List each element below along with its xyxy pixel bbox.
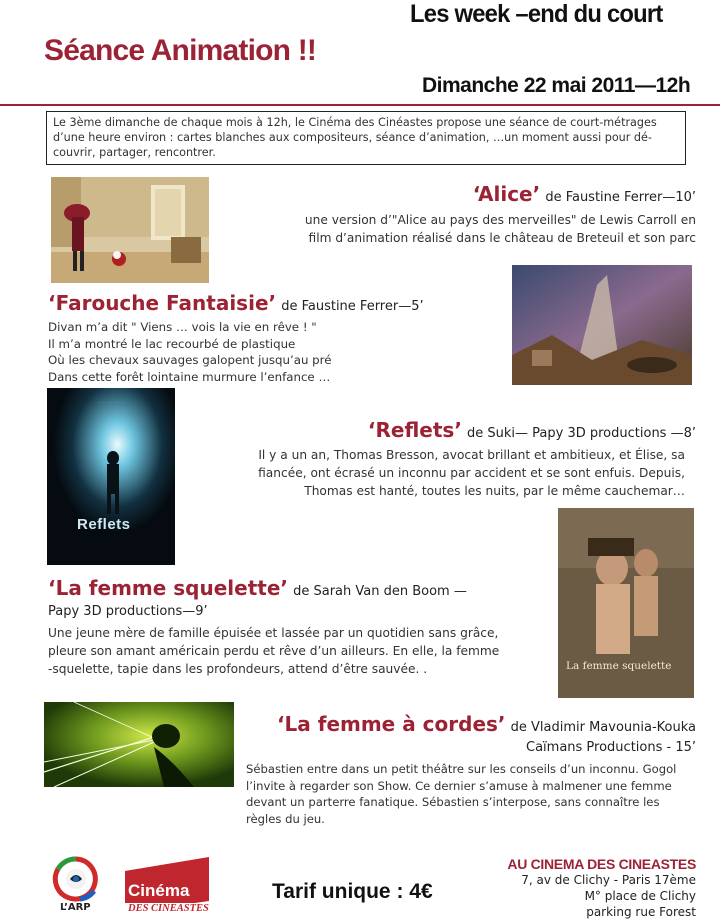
page-title: Séance Animation !! (44, 34, 317, 67)
venue-block (498, 856, 696, 920)
film-desc-reflets-2: fiancée, ont écrasé un inconnu par accident et se sont enfuis. Depuis, (258, 466, 685, 480)
film-desc-squelette-3: -squelette, tapie dans les profondeurs, attend d’être sauvée. . (48, 662, 428, 676)
cinema-logo (125, 857, 209, 919)
svg-text:· · · · · · · · · · ·: · · · · · · · · · · · (97, 400, 125, 405)
venue-parking: parking rue Forest (586, 905, 696, 919)
film-byline-reflets: de Suki— Papy 3D productions —8’ (467, 426, 696, 441)
intro-box: Le 3ème dimanche de chaque mois à 12h, le Cinéma des Cinéastes propose une séance de court-métrages d’une heure environ : cartes blanches aux compositeurs, séance d’animation, …un moment aussi pour dé-couvrir, partager, rencontrer. (46, 111, 686, 165)
reflets-poster-title: Reflets (77, 516, 131, 533)
film-desc-squelette-1: Une jeune mère de famille épuisée et lassée par un quotidien sans grâce, (48, 626, 499, 640)
event-date: Dimanche 22 mai 2011—12h (422, 74, 691, 97)
film-desc-cordes-2: l’invite à regarder son Show. Ce dernier s’amuse à malmener une femme (246, 778, 672, 793)
film-desc-alice-1: une version d’"Alice au pays des merveilles" de Lewis Carroll en (304, 213, 696, 227)
film-desc-reflets-1: Il y a un an, Thomas Bresson, avocat brillant et ambitieux, et Élise, sa (258, 448, 685, 462)
film-byline-cordes: de Vladimir Mavounia-Kouka (510, 720, 696, 735)
film-byline2-squelette: Papy 3D productions—9’ (48, 604, 208, 619)
cinema-logo-title: Cinéma (128, 881, 190, 900)
film-desc-reflets-3: Thomas est hanté, toutes les nuits, par le même cauchemar… (304, 484, 685, 498)
film-desc-cordes-1: Sébastien entre dans un petit théâtre sur les conseils d’un inconnu. Gogol (246, 762, 677, 776)
film-desc-farouche-1: Divan m’a dit " Viens … vois la vie en rêve ! " (48, 320, 317, 334)
film-title-cordes: ‘La femme à cordes’ (276, 712, 506, 736)
squelette-poster (558, 508, 694, 698)
film-byline-farouche: de Faustine Ferrer—5’ (281, 299, 424, 314)
event-title: Les week –end du court (410, 0, 663, 28)
cinema-logo-subtitle: DES CINEASTES (128, 903, 209, 914)
squelette-poster-title: La femme squelette (566, 660, 672, 672)
film-byline2-cordes: Caïmans Productions - 15’ (526, 740, 696, 755)
film-desc-farouche-3: Où les chevaux sauvages galopent jusqu’au pré (48, 353, 332, 367)
film-title-alice: ‘Alice’ (472, 182, 541, 206)
film-title-farouche: ‘Farouche Fantaisie’ (48, 291, 277, 315)
alice-image (51, 177, 209, 283)
arp-logo (50, 855, 102, 915)
arp-logo-text: L’ARP (60, 902, 91, 913)
film-desc-cordes-4: règles du jeu. (246, 811, 325, 826)
header-divider (0, 104, 720, 106)
film-desc-cordes-3: devant un parterre fanatique. Sébastien s’interpose, sans connaître les (246, 795, 660, 809)
film-byline-alice: de Faustine Ferrer—10’ (545, 190, 696, 205)
farouche-image (512, 265, 692, 385)
film-byline-squelette: de Sarah Van den Boom — (293, 584, 467, 599)
venue-name: AU CINEMA DES CINEASTES (507, 856, 696, 872)
venue-metro: M° place de Clichy (584, 889, 696, 903)
price: Tarif unique : 4€ (272, 880, 433, 903)
reflets-poster (47, 388, 175, 565)
film-title-reflets: ‘Reflets’ (367, 418, 462, 442)
cordes-image (44, 702, 234, 787)
film-title-squelette: ‘La femme squelette’ (48, 576, 288, 600)
venue-address: 7, av de Clichy - Paris 17ème (521, 873, 696, 887)
film-desc-alice-2: film d’animation réalisé dans le château de Breteuil et son parc (308, 231, 696, 245)
film-desc-farouche-2: Il m’a montré le lac recourbé de plastique (48, 336, 296, 351)
film-desc-farouche-4: Dans cette forêt lointaine murmure l’enfance … (48, 369, 331, 384)
film-desc-squelette-2: pleure son amant américain perdu et rêve d’un ailleurs. En elle, la femme (48, 644, 500, 658)
